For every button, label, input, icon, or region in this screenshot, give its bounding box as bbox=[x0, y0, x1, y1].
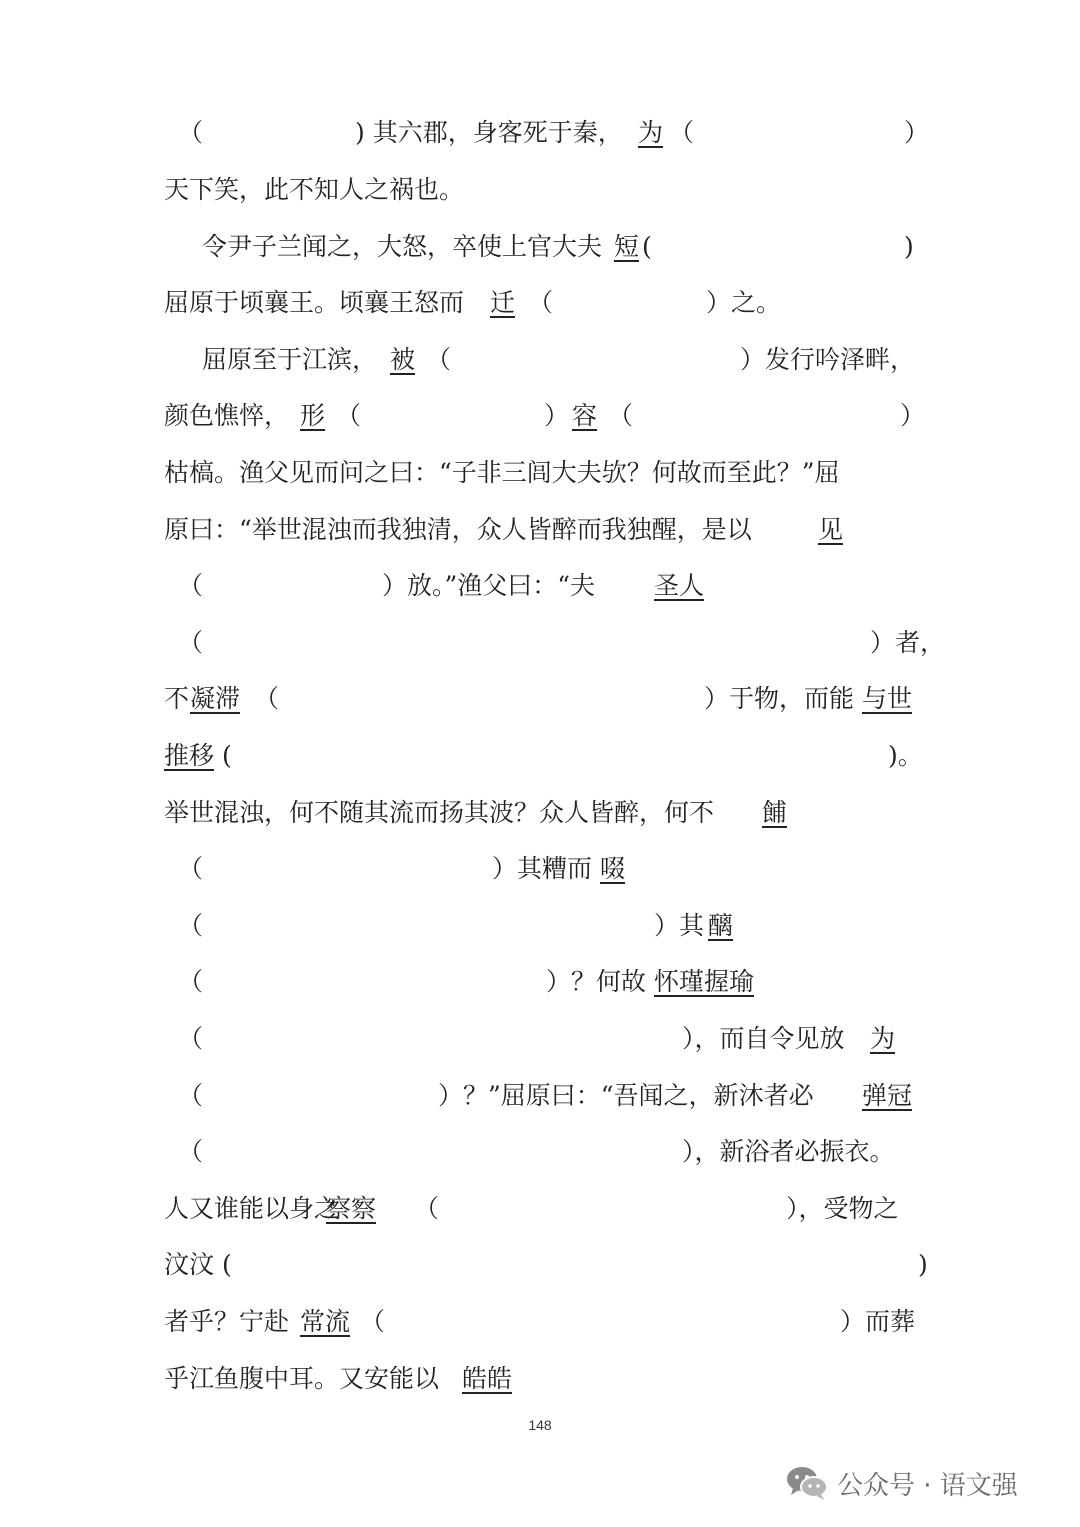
keyword: 见 bbox=[818, 515, 844, 544]
paren-open: （ bbox=[178, 628, 204, 657]
paren-open: （ bbox=[528, 288, 554, 317]
paren-open: ( bbox=[642, 232, 652, 261]
keyword: 迁 bbox=[490, 288, 516, 317]
paren-close: ） bbox=[900, 401, 926, 430]
paren-open: （ bbox=[178, 854, 204, 883]
text-segment: ），新浴者必振衣。 bbox=[682, 1137, 895, 1166]
paren-open: （ bbox=[414, 1194, 440, 1223]
text-segment: 乎江鱼腹中耳。又安能以 bbox=[164, 1364, 440, 1393]
text-segment: ）其糟而 bbox=[492, 854, 593, 883]
keyword: 察察 bbox=[326, 1194, 377, 1223]
text-segment: 天下笑，此不知人之祸也。 bbox=[164, 175, 465, 204]
paren-close: ) bbox=[904, 232, 914, 261]
keyword: 被 bbox=[390, 345, 416, 374]
keyword: 常流 bbox=[300, 1307, 351, 1336]
paren-open: ( bbox=[222, 1250, 232, 1279]
text-segment: )。 bbox=[888, 741, 923, 770]
paren-open: （ bbox=[178, 118, 204, 147]
paren-open: （ bbox=[254, 684, 280, 713]
text-segment: 举世混浊，何不随其流而扬其波？众人皆醉，何不 bbox=[164, 798, 715, 827]
keyword: 为 bbox=[638, 118, 664, 147]
text-segment: 原曰：“举世混浊而我独清，众人皆醉而我独醒，是以 bbox=[164, 515, 752, 544]
keyword: 形 bbox=[300, 401, 326, 430]
text-segment: ）于物，而能 bbox=[704, 684, 855, 713]
keyword: 圣人 bbox=[654, 571, 705, 600]
keyword: 短 bbox=[614, 232, 640, 261]
text-segment: 人又谁能以身之 bbox=[164, 1194, 340, 1223]
keyword: 为 bbox=[870, 1024, 896, 1053]
text-segment: 屈原于顷襄王。顷襄王怒而 bbox=[164, 288, 465, 317]
text-segment: 令尹子兰闻之，大怒，卒使上官大夫 bbox=[202, 232, 603, 261]
page-number: 148 bbox=[528, 1417, 552, 1433]
paren-open: （ bbox=[360, 1307, 386, 1336]
paren-close: ） bbox=[904, 118, 930, 147]
keyword: 啜 bbox=[600, 854, 626, 883]
keyword: 皓皓 bbox=[462, 1364, 513, 1393]
keyword: 凝滞 bbox=[190, 684, 241, 713]
text-segment: 不 bbox=[164, 684, 190, 713]
text-segment: 汶汶 bbox=[164, 1250, 215, 1279]
keyword: 餔 bbox=[762, 798, 788, 827]
text-segment: ）者， bbox=[870, 628, 946, 657]
paren-open: （ bbox=[178, 967, 204, 996]
watermark-text: 公众号 · 语文强 bbox=[837, 1470, 1018, 1501]
wechat-icon bbox=[785, 1463, 829, 1503]
paren-open: （ bbox=[608, 401, 634, 430]
text-segment: ）放。”渔父曰：“夫 bbox=[382, 571, 596, 600]
paren-close: ) bbox=[918, 1250, 928, 1279]
text-segment: ）之。 bbox=[706, 288, 782, 317]
text-segment: ）？”屈原曰：“吾闻之，新沐者必 bbox=[438, 1081, 814, 1110]
paren-open: （ bbox=[178, 1024, 204, 1053]
text-segment: ) 其六郡，身客死于秦， bbox=[355, 118, 623, 147]
text-segment: 枯槁。渔父见而问之曰：“子非三闾大夫欤？何故而至此？”屈 bbox=[164, 458, 840, 487]
paren-open: ( bbox=[222, 741, 232, 770]
paren-open: （ bbox=[669, 118, 695, 147]
text-segment: ）而葬 bbox=[840, 1307, 916, 1336]
text-segment: ）？何故 bbox=[546, 967, 647, 996]
keyword: 推移 bbox=[164, 741, 215, 770]
keyword: 容 bbox=[572, 401, 598, 430]
keyword: 弹冠 bbox=[862, 1081, 913, 1110]
paren-open: （ bbox=[178, 1137, 204, 1166]
keyword: 醨 bbox=[708, 911, 734, 940]
text-segment: ）发行吟泽畔， bbox=[740, 345, 916, 374]
text-segment: ），而自令见放 bbox=[682, 1024, 845, 1053]
text-segment: 者乎？宁赴 bbox=[164, 1307, 290, 1336]
keyword: 与世 bbox=[862, 684, 913, 713]
watermark bbox=[785, 1458, 1018, 1508]
paren-open: （ bbox=[178, 1081, 204, 1110]
paren-open: （ bbox=[336, 401, 362, 430]
paren-open: （ bbox=[178, 911, 204, 940]
keyword: 怀瑾握瑜 bbox=[654, 967, 755, 996]
paren-close: ） bbox=[544, 401, 570, 430]
text-segment: 屈原至于江滨， bbox=[202, 345, 378, 374]
text-segment: ），受物之 bbox=[786, 1194, 899, 1223]
paren-open: （ bbox=[426, 345, 452, 374]
paren-open: （ bbox=[178, 571, 204, 600]
text-segment: 颜色憔悴， bbox=[164, 401, 290, 430]
text-segment: ）其 bbox=[654, 911, 705, 940]
